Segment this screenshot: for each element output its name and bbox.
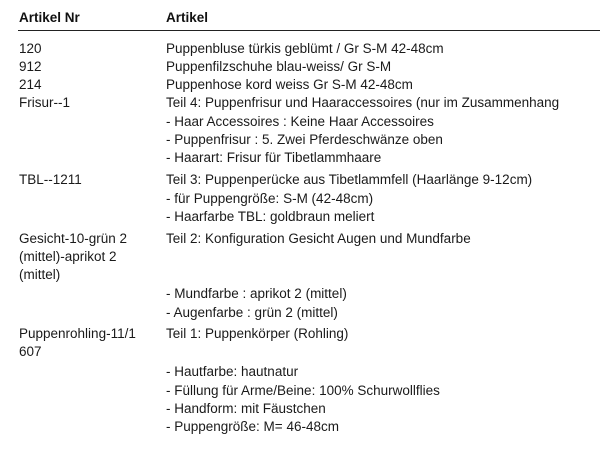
row-2-artikel: Puppenfilzschuhe blau-weiss/ Gr S-M	[166, 59, 392, 74]
row-1-nr: 120	[19, 41, 42, 56]
row-4-nr: Frisur--1	[19, 95, 70, 110]
row-3-artikel: Puppenhose kord weiss Gr S-M 42-48cm	[166, 77, 413, 92]
row-7-detail-4: - Puppengröße: M= 46-48cm	[166, 419, 339, 434]
row-5-detail-2: - Haarfarbe TBL: goldbraun meliert	[166, 209, 375, 224]
row-6-artikel: Teil 2: Konfiguration Gesicht Augen und Mundfarbe	[166, 231, 471, 246]
row-5-nr: TBL--1211	[19, 172, 82, 187]
row-6-detail-2: - Augenfarbe : grün 2 (mittel)	[166, 305, 338, 320]
row-6-nr: Gesicht-10-grün 2 (mittel)-aprikot 2 (mittel)	[19, 231, 128, 282]
row-7-artikel: Teil 1: Puppenkörper (Rohling)	[166, 326, 349, 341]
row-7-nr: Puppenrohling-11/1 607	[19, 326, 136, 359]
row-4-artikel: Teil 4: Puppenfrisur und Haaraccessoires (nur im Zusammenhang	[166, 95, 560, 110]
row-5-artikel: Teil 3: Puppenperücke aus Tibetlammfell (Haarlänge 9-12cm)	[166, 172, 533, 187]
row-4-detail-1: - Haar Accessoires : Keine Haar Accessoires	[166, 114, 434, 129]
header-artikel: Artikel	[166, 10, 209, 25]
row-3-nr: 214	[19, 77, 42, 92]
row-1-artikel: Puppenbluse türkis geblümt / Gr S-M 42-48cm	[166, 41, 444, 56]
row-2-nr: 912	[19, 59, 42, 74]
row-4-detail-3: - Haarart: Frisur für Tibetlammhaare	[166, 150, 382, 165]
header-divider	[18, 30, 600, 31]
row-5-detail-1: - für Puppengröße: S-M (42-48cm)	[166, 191, 374, 206]
row-7-detail-2: - Füllung für Arme/Beine: 100% Schurwollflies	[166, 383, 440, 398]
row-4-detail-2: - Puppenfrisur : 5. Zwei Pferdeschwänze oben	[166, 132, 443, 147]
row-7-detail-1: - Hautfarbe: hautnatur	[166, 364, 299, 379]
row-7-detail-3: - Handform: mit Fäustchen	[166, 401, 326, 416]
row-6-detail-1: - Mundfarbe : aprikot 2 (mittel)	[166, 286, 347, 301]
header-artikel-nr: Artikel Nr	[19, 10, 80, 25]
